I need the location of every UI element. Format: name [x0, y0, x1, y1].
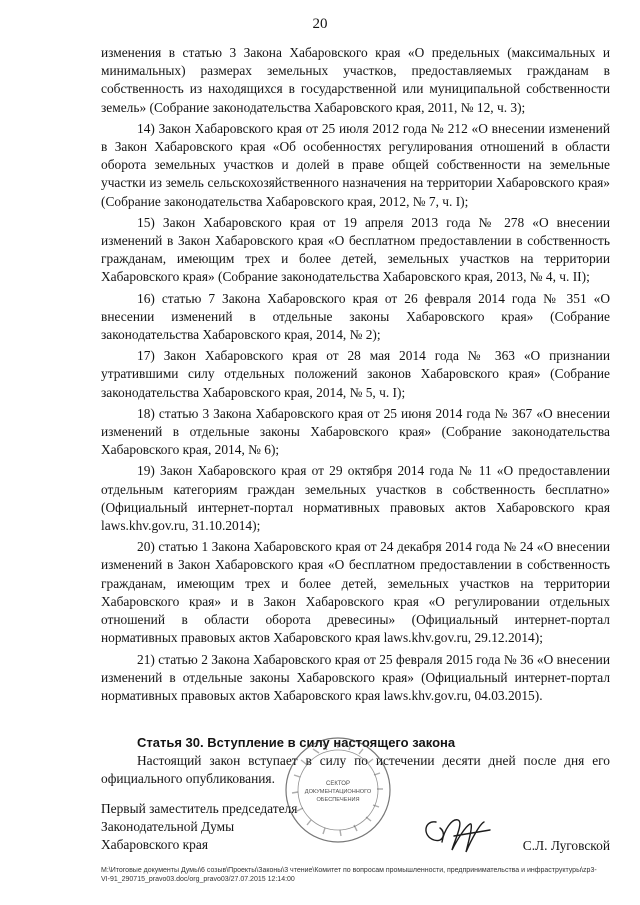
stamp-line-2: ДОКУМЕНТАЦИОННОГО [304, 789, 372, 795]
paragraph-17: 17) Закон Хабаровского края от 28 мая 2014 года № 363 «О признании утратившими силу отдельных положений законов Хабаровского края» (Собрание законодательства Хабаровского края, 2014, № 5, ч. I); [101, 348, 610, 400]
law-text [101, 44, 610, 708]
paragraph-18: 18) статью 3 Закона Хабаровского края от 25 июня 2014 года № 367 «О внесении изменений в отдельные законы Хабаровского края» (Собрание законодательства Хабаровского края, 2014, № 6); [101, 405, 610, 458]
signatory-position [101, 800, 297, 855]
page-number: 20 [312, 16, 328, 32]
article-title: Статья 30. Вступление в силу настоящего закона [137, 735, 456, 750]
document-footer [101, 866, 626, 884]
paragraph-14: 14) Закон Хабаровского края от 25 июля 2012 года № 212 «О внесении изменений в Закон Хабаровского края «Об особенностях регулирования отношений в области оборота земельных участков и долей в праве общей собственности на земельные участки из земель сельскохозяйственного назначения на территории Хабаровского края» (Собрание законодательства Хабаровского края, 2012, № 7, ч. I); [101, 120, 610, 209]
position-line-2: Законодательной Думы [101, 819, 235, 835]
article-text: Настоящий закон вступает в силу по истечении десяти дней после дня его официального опубликования. [101, 753, 610, 787]
footer-path-line-1: М:\Итоговые документы Думы\6 созыв\Проекты\Законы\3 чтение\Комитет по вопросам промышленности, предпринимательства и инфраструктуры\zp3- [101, 867, 597, 874]
paragraph-19: 19) Закон Хабаровского края от 29 октября 2014 года № 11 «О предоставлении отдельным категориям граждан земельных участков в собственность бесплатно» (Официальный интернет-портал нормативных правовых актов Хабаровского края laws.khv.gov.ru, 31.10.2014); [101, 463, 610, 534]
stamp-line-1: СЕКТОР [326, 781, 350, 787]
paragraph-16: 16) статью 7 Закона Хабаровского края от 26 февраля 2014 года № 351 «О внесении изменений в отдельные законы Хабаровского края» (Собрание законодательства Хабаровского края, 2014, № 2); [101, 290, 610, 343]
paragraph-20: 20) статью 1 Закона Хабаровского края от 24 декабря 2014 года № 24 «О внесении изменений в Закон Хабаровского края «О бесплатном предоставлении в собственность гражданам, имеющим трех и более детей, земельных участков на территории Хабаровского края» и в Закон Хабаровского края «О регулировании отдельных отношений в области оборота древесины» (Официальный интернет-портал нормативных правовых актов Хабаровского края laws.khv.gov.ru, 29.12.2014); [101, 539, 610, 646]
position-line-3: Хабаровского края [101, 837, 208, 853]
footer-path-line-2: VI-91_290715_pravo03.doc/org_pravo03/27.07.2015 12:14:00 [101, 876, 295, 883]
paragraph-15: 15) Закон Хабаровского края от 19 апреля 2013 года № 278 «О внесении изменений в Закон Хабаровского края «О бесплатном предоставлении в собственность гражданам, имеющим трех и более детей, земельных участков на территории Хабаровского края» (Собрание законодательства Хабаровского края, 2013, № 4, ч. II); [101, 214, 610, 285]
handwritten-signature [418, 812, 498, 858]
official-stamp [283, 735, 393, 845]
paragraph-13-continuation: изменения в статью 3 Закона Хабаровского края «О предельных (максимальных и минимальных) размерах земельных участков, предоставляемых гражданам в собственность из находящихся в государственной или муниципальной собственности земель» (Собрание законодательства Хабаровского края, 2011, № 12, ч. 3); [101, 45, 610, 115]
stamp-line-3: ОБЕСПЕЧЕНИЯ [316, 797, 360, 803]
paragraph-21: 21) статью 2 Закона Хабаровского края от 25 февраля 2015 года № 36 «О внесении изменений в отдельные законы Хабаровского края» (Официальный интернет-портал нормативных правовых актов Хабаровского края laws.khv.gov.ru, 04.03.2015). [101, 651, 610, 703]
position-line-1: Первый заместитель председателя [101, 801, 298, 816]
signatory-name: С.Л. Луговской [522, 838, 610, 853]
